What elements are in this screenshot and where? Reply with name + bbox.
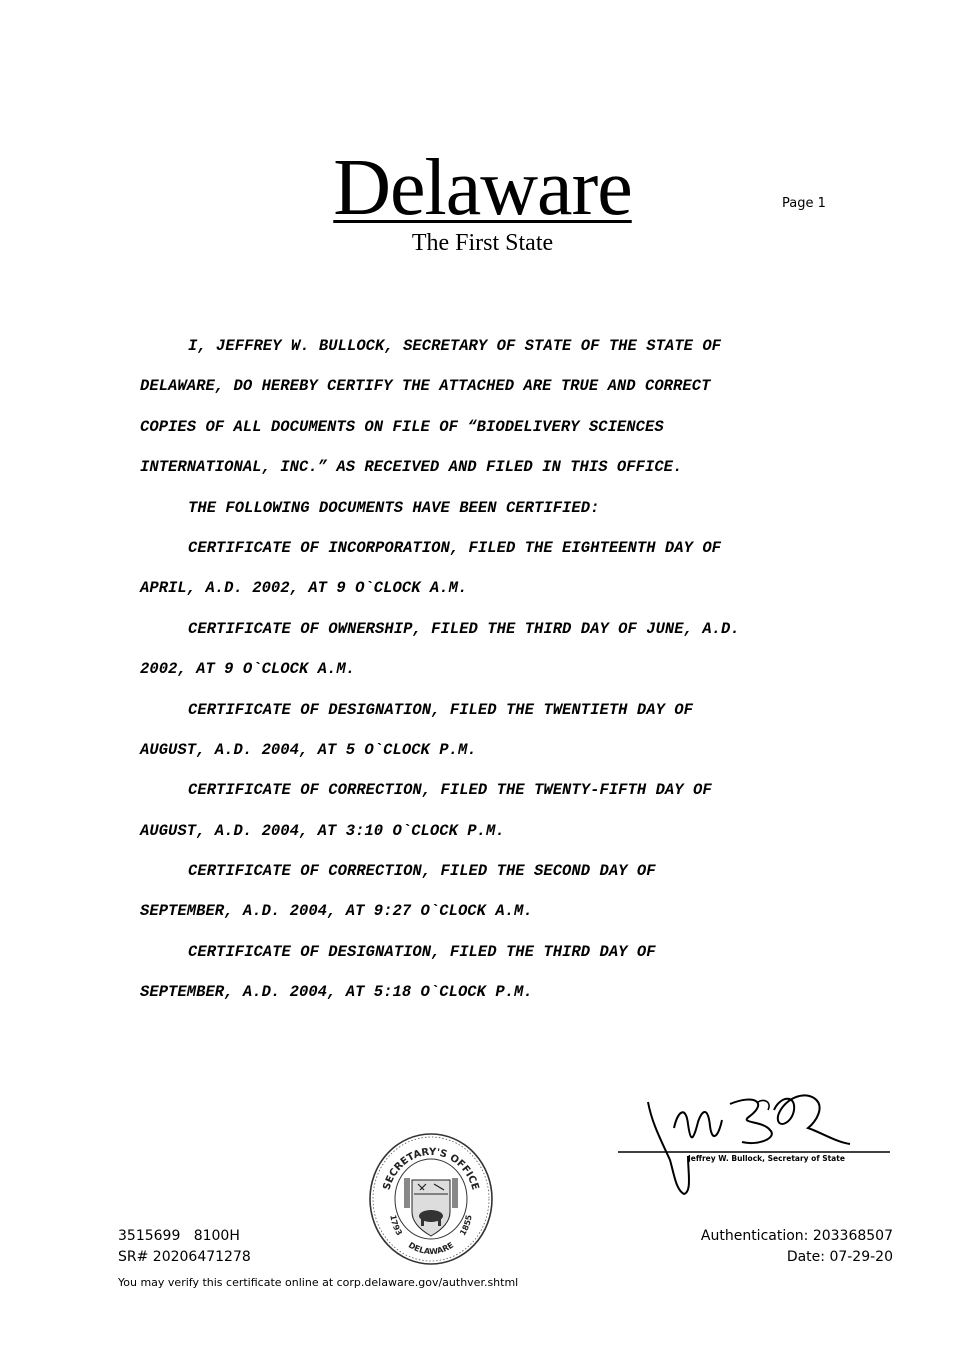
page-number: Page 1 bbox=[782, 196, 826, 211]
body-line: CERTIFICATE OF DESIGNATION, FILED THE TWENTIETH DAY OF bbox=[188, 700, 693, 719]
footer-left bbox=[118, 1226, 251, 1268]
page-title bbox=[0, 144, 965, 232]
body-line: COPIES OF ALL DOCUMENTS ON FILE OF “BIODELIVERY SCIENCES bbox=[140, 417, 664, 436]
file-number: 3515699 8100H bbox=[118, 1228, 240, 1244]
body-line: SEPTEMBER, A.D. 2004, AT 5:18 O`CLOCK P.M. bbox=[140, 983, 533, 1002]
signature-image bbox=[618, 1080, 898, 1200]
svg-text:1855 bbox=[458, 1214, 474, 1237]
certificate-body bbox=[140, 326, 840, 1013]
body-line: CERTIFICATE OF DESIGNATION, FILED THE THIRD DAY OF bbox=[188, 942, 656, 961]
body-line: AUGUST, A.D. 2004, AT 5 O`CLOCK P.M. bbox=[140, 740, 477, 759]
verify-note: You may verify this certificate online at corp.delaware.gov/authver.shtml bbox=[118, 1276, 519, 1289]
body-line: CERTIFICATE OF CORRECTION, FILED THE TWENTY-FIFTH DAY OF bbox=[188, 781, 712, 800]
body-line: THE FOLLOWING DOCUMENTS HAVE BEEN CERTIFIED: bbox=[188, 498, 600, 517]
body-line: APRIL, A.D. 2002, AT 9 O`CLOCK A.M. bbox=[140, 579, 468, 598]
state-seal-image bbox=[368, 1132, 494, 1266]
page-subtitle: The First State bbox=[411, 230, 554, 256]
authentication-number: Authentication: 203368507 bbox=[700, 1228, 893, 1244]
body-line: 2002, AT 9 O`CLOCK A.M. bbox=[140, 660, 356, 679]
seal-year-left: 1793 bbox=[388, 1214, 404, 1238]
certificate-date: Date: 07-29-20 bbox=[786, 1249, 893, 1265]
body-line: SEPTEMBER, A.D. 2004, AT 9:27 O`CLOCK A.M. bbox=[140, 902, 533, 921]
body-line: I, JEFFREY W. BULLOCK, SECRETARY OF STATE OF THE STATE OF bbox=[188, 337, 722, 355]
signature-caption: Jeffrey W. Bullock, Secretary of State bbox=[688, 1154, 845, 1163]
body-line: INTERNATIONAL, INC.” AS RECEIVED AND FILED IN THIS OFFICE. bbox=[140, 458, 683, 477]
footer-right bbox=[701, 1226, 893, 1268]
body-line: AUGUST, A.D. 2004, AT 3:10 O`CLOCK P.M. bbox=[140, 821, 505, 840]
sr-number: SR# 20206471278 bbox=[118, 1249, 251, 1265]
title-text: Delaware bbox=[333, 144, 632, 232]
body-line: CERTIFICATE OF CORRECTION, FILED THE SECOND DAY OF bbox=[188, 862, 656, 881]
body-line: CERTIFICATE OF INCORPORATION, FILED THE EIGHTEENTH DAY OF bbox=[188, 538, 722, 557]
seal-top-text: SECRETARY'S OFFICE bbox=[381, 1146, 481, 1192]
svg-text:1793 bbox=[388, 1214, 404, 1237]
body-line: CERTIFICATE OF OWNERSHIP, FILED THE THIRD DAY OF JUNE, A.D. bbox=[188, 619, 740, 638]
body-line: DELAWARE, DO HEREBY CERTIFY THE ATTACHED ARE TRUE AND CORRECT bbox=[140, 377, 711, 396]
seal-bottom-text: DELAWARE bbox=[406, 1240, 456, 1257]
seal-year-right: 1855 bbox=[458, 1214, 474, 1238]
svg-text:DELAWARE bbox=[407, 1241, 455, 1257]
